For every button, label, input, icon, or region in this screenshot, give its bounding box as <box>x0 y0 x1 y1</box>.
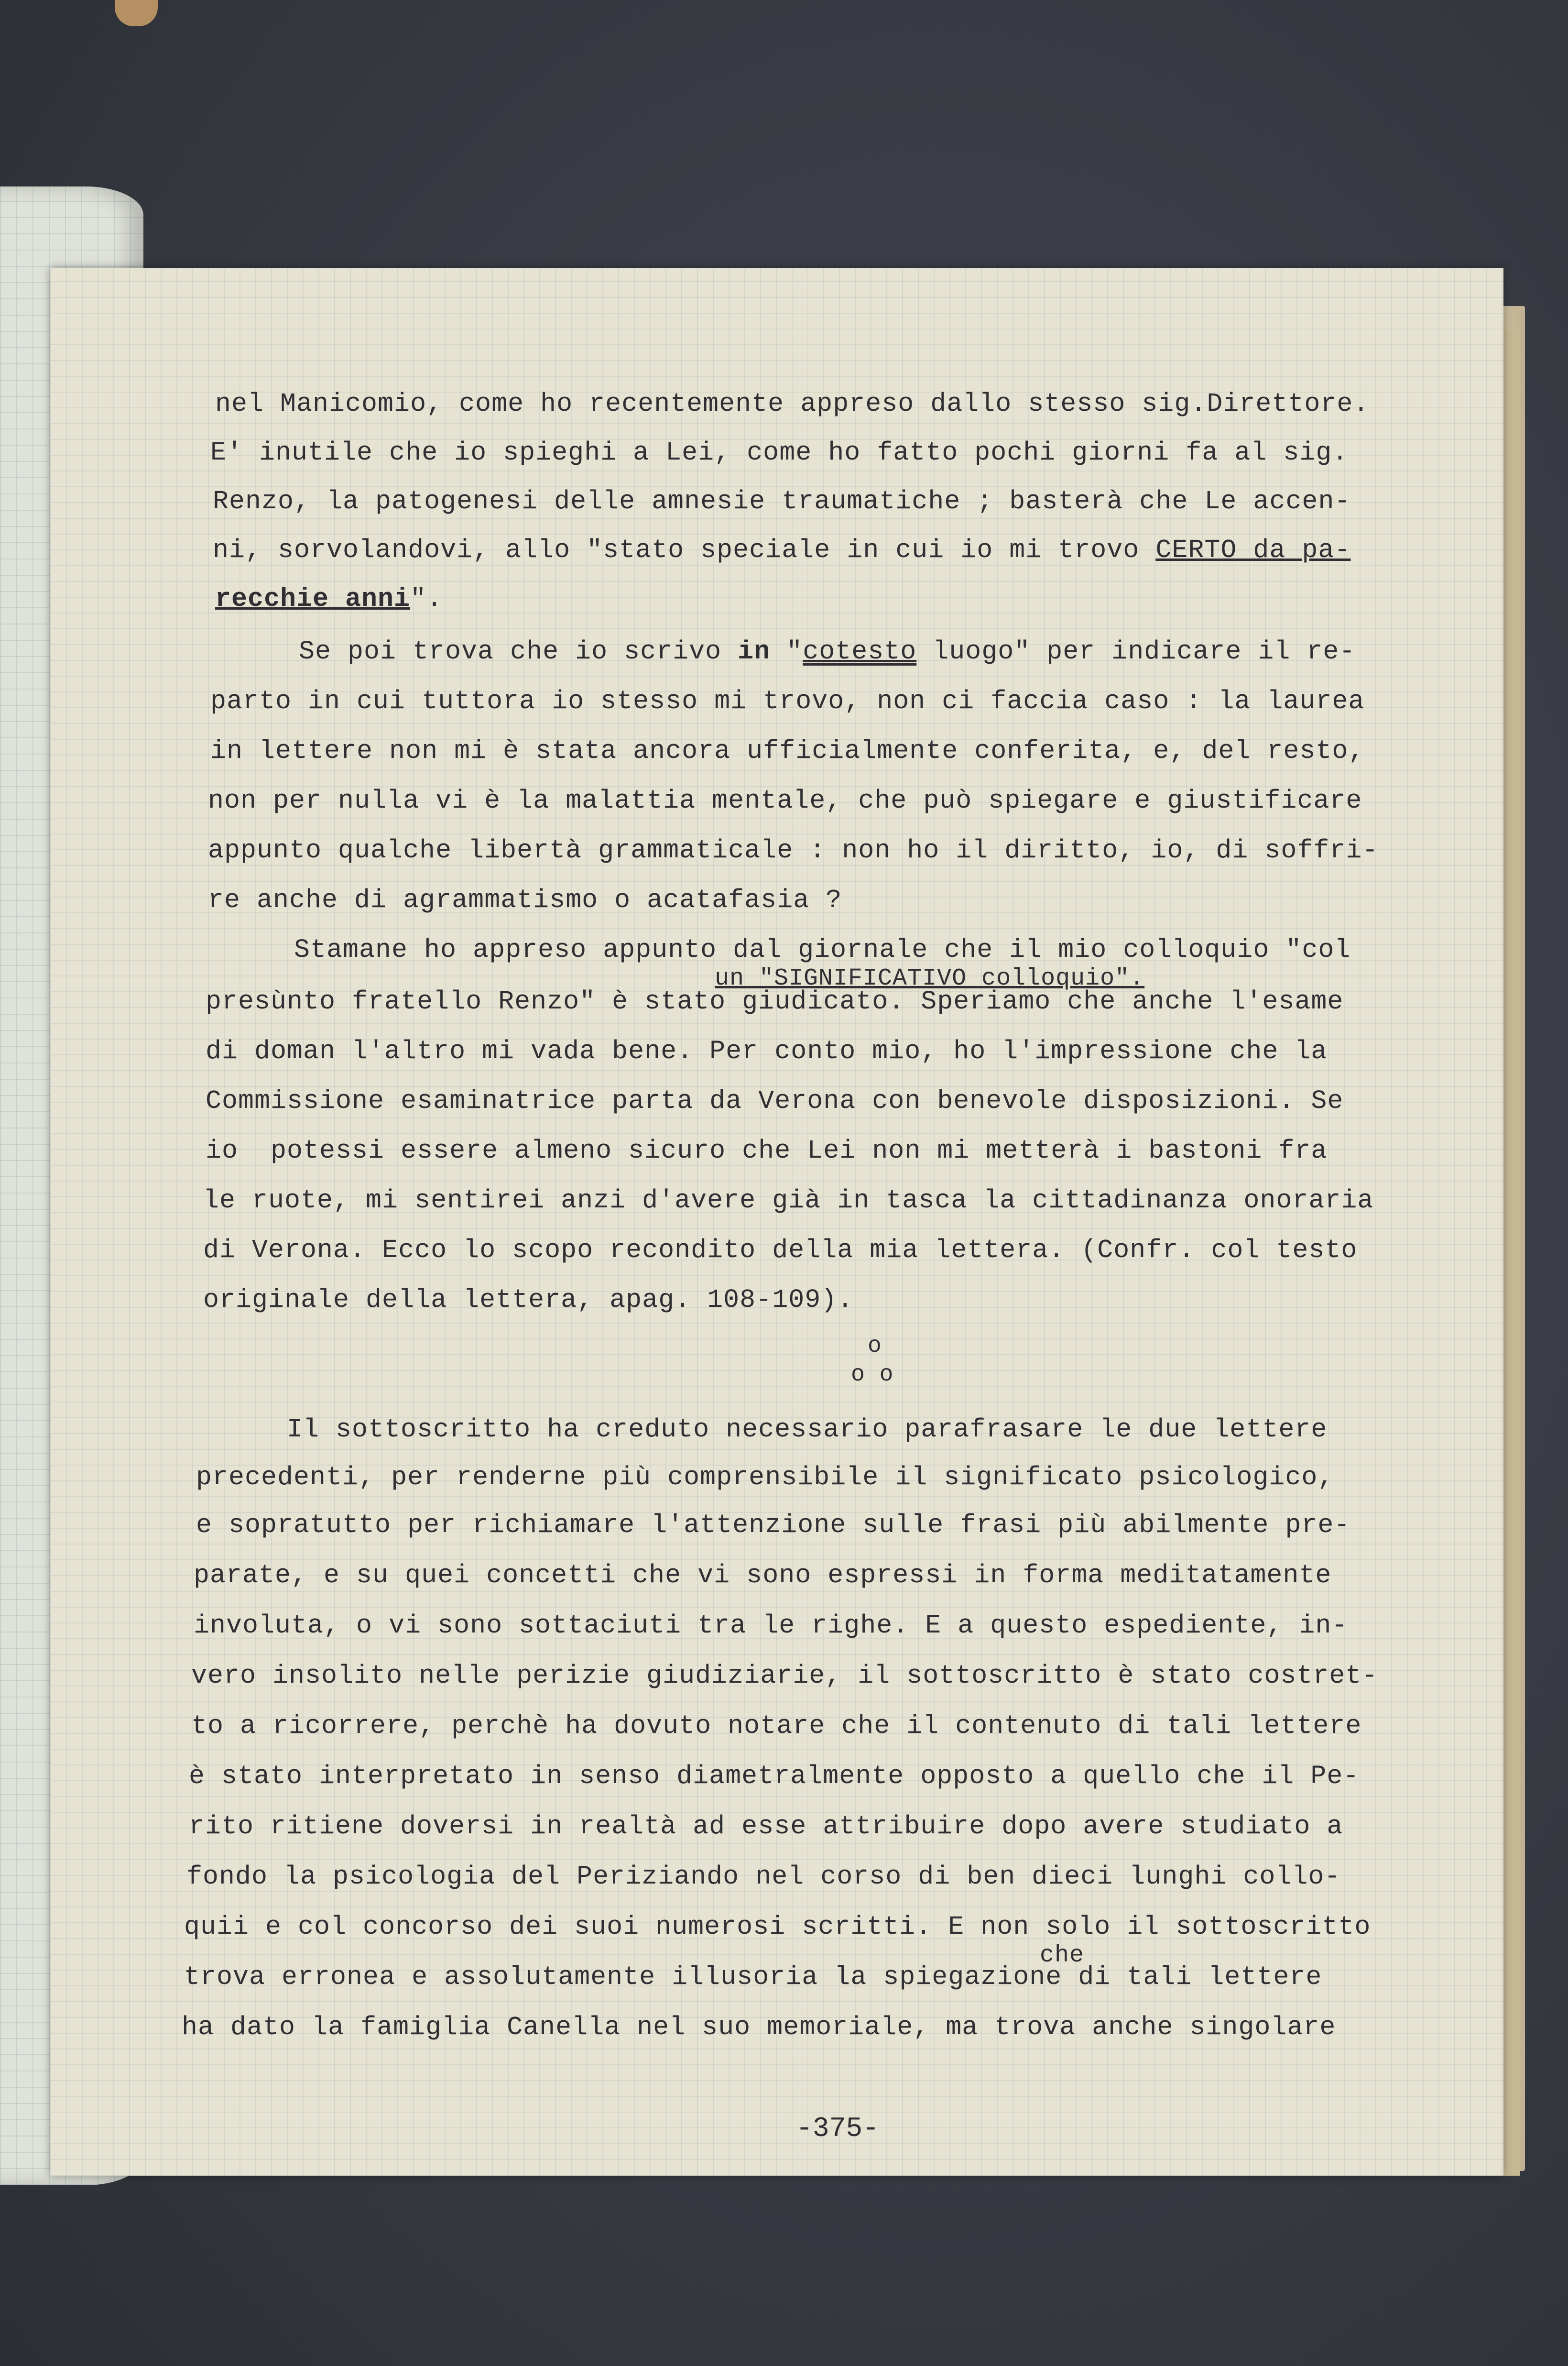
text-line: Renzo, la patogenesi delle amnesie traumatiche ; basterà che Le accen- <box>213 486 1351 516</box>
underlined-text: recchie anni <box>215 584 411 614</box>
text-line: è stato interpretato in senso diametralmente opposto a quello che il Pe- <box>189 1761 1360 1791</box>
text-line: Il sottoscritto ha creduto necessario parafrasare le due lettere <box>287 1414 1328 1445</box>
text-line: quii e col concorso dei suoi numerosi scritti. E non solo il sottoscritto <box>184 1912 1371 1942</box>
text-line <box>299 635 1355 668</box>
text-line: re anche di agrammatismo o acatafasia ? <box>208 885 842 915</box>
text-line: fondo la psicologia del Periziando nel corso di ben dieci lunghi collo- <box>186 1862 1341 1892</box>
text-line: Commissione esaminatrice parta da Verona con benevole disposizioni. Se <box>206 1086 1344 1116</box>
text-line: rito ritiene doversi in realtà ad esse attribuire dopo avere studiato a <box>189 1811 1343 1841</box>
text-line: to a ricorrere, perchè ha dovuto notare che il contenuto di tali lettere <box>191 1711 1362 1741</box>
page-number: -375- <box>796 2114 880 2145</box>
text-line: precedenti, per renderne più comprensibile il significato psicologico, <box>196 1462 1334 1492</box>
bold-text: in <box>738 636 771 667</box>
text-line: originale della lettera, apag. 108-109). <box>203 1285 854 1315</box>
separator-bottom: o o <box>851 1362 894 1388</box>
text-line: trova erronea e assolutamente illusoria la spiegazione di tali lettere <box>184 1962 1322 1992</box>
interlinear-insertion: che <box>1040 1942 1085 1969</box>
interlinear-insertion: un "SIGNIFICATIVO colloquio". <box>715 965 1145 992</box>
text-line: parate, e su quei concetti che vi sono espressi in forma meditatamente <box>194 1560 1332 1590</box>
underlined-text: CERTO da pa- <box>1155 535 1351 565</box>
separator-top: o <box>868 1333 882 1359</box>
text-line: E' inutile che io spieghi a Lei, come ho fatto pochi giorni fa al sig. <box>210 438 1349 468</box>
text-line: e sopratutto per richiamare l'attenzione sulle frasi più abilmente pre- <box>196 1510 1350 1540</box>
text-line: non per nulla vi è la malattia mentale, che può spiegare e giustificare <box>208 786 1362 816</box>
double-underlined-text: cotesto <box>803 636 917 667</box>
text-span: Se poi trova che io scrivo <box>299 636 738 667</box>
text-line: ha dato la famiglia Canella nel suo memoriale, ma trova anche singolare <box>182 2012 1336 2042</box>
text-line <box>213 534 1350 567</box>
text-line: presùnto fratello Renzo" è stato giudicato. Speriamo che anche l'esame <box>206 986 1344 1017</box>
text-span: ". <box>410 584 443 614</box>
text-line: in lettere non mi è stata ancora ufficialmente conferita, e, del resto, <box>210 736 1365 766</box>
text-line: nel Manicomio, come ho recentemente appreso dallo stesso sig.Direttore. <box>215 389 1370 419</box>
text-span: " <box>770 636 803 667</box>
text-line: parto in cui tuttora io stesso mi trovo, non ci faccia caso : la laurea <box>210 686 1365 716</box>
text-line <box>215 582 443 616</box>
text-span: luogo" per indicare il re- <box>916 636 1356 667</box>
text-line: di Verona. Ecco lo scopo recondito della mia lettera. (Confr. col testo <box>203 1235 1358 1265</box>
text-line: Stamane ho appreso appunto dal giornale che il mio colloquio "col <box>294 935 1351 965</box>
text-line: vero insolito nelle perizie giudiziarie, il sottoscritto è stato costret- <box>191 1661 1378 1691</box>
text-line: di doman l'altro mi vada bene. Per conto mio, ho l'impressione che la <box>206 1036 1328 1066</box>
document-page <box>50 268 1503 2176</box>
text-line: involuta, o vi sono sottaciuti tra le righe. E a questo espediente, in- <box>194 1610 1348 1641</box>
text-line: le ruote, mi sentirei anzi d'avere già in tasca la cittadinanza onoraria <box>203 1185 1374 1216</box>
text-line: io potessi essere almeno sicuro che Lei non mi metterà i bastoni fra <box>206 1136 1328 1166</box>
text-line: appunto qualche libertà grammaticale : non ho il diritto, io, di soffri- <box>208 835 1379 865</box>
text-span: ni, sorvolandovi, allo "stato speciale in cui io mi trovo <box>213 535 1156 565</box>
